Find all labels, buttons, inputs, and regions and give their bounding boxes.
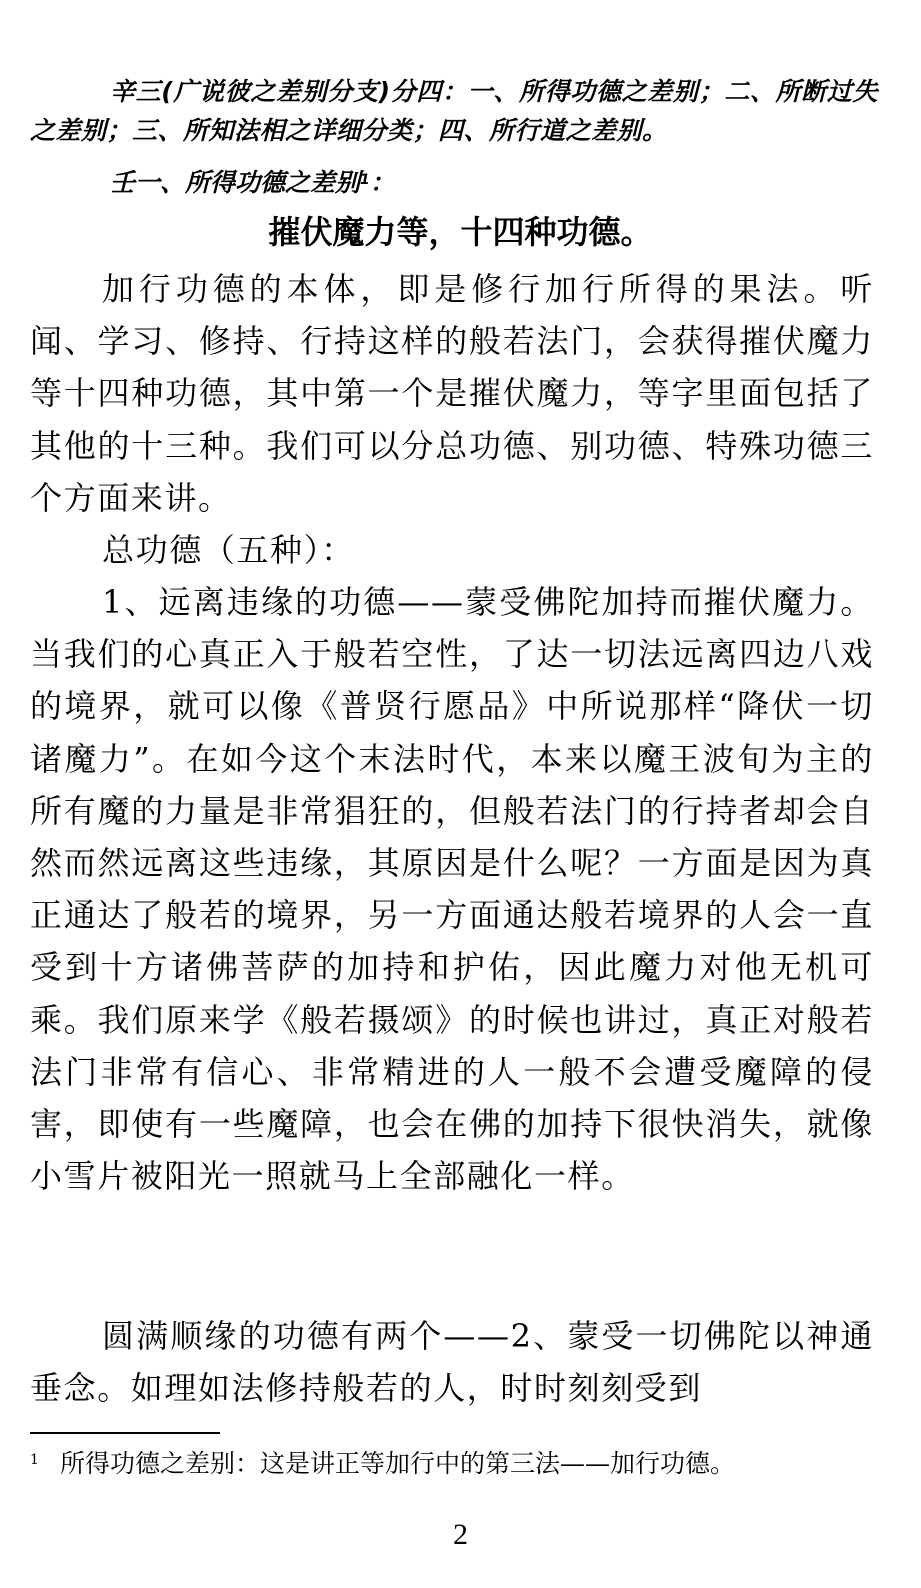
footnote-marker: 1	[30, 1452, 39, 1468]
subsection-heading-text: 壬一、所得功德之差别	[110, 168, 361, 197]
footnote-reference[interactable]: 1	[360, 172, 370, 188]
body-paragraph-2: 总功德（五种）：	[102, 531, 355, 569]
body-paragraph-4: 圆满顺缘的功德有两个——2、蒙受一切佛陀以神通垂念。如理如法修持般若的人，时时刻刻受到	[30, 1317, 874, 1408]
subsection-heading-colon: ：	[369, 168, 395, 197]
subsection-heading	[30, 163, 878, 202]
outline-heading: 辛三(广说彼之差别分支)分四：一、所得功德之差别；二、所断过失之差别；三、所知法相之详细分类；四、所行道之差别。	[30, 77, 878, 145]
footnote-text: 所得功德之差别：这是讲正等加行中的第三法——加行功德。	[60, 1449, 736, 1478]
footnote	[30, 1446, 890, 1482]
body-paragraph-3: 1、远离违缘的功德——蒙受佛陀加持而摧伏魔力。当我们的心真正入于般若空性，了达一切法远离四边八戏的境界，就可以像《普贤行愿品》中所说那样“降伏一切诸魔力”。在如今这个末法时代，本来以魔王波旬为主的所有魔的力量是非常猖狂的，但般若法门的行持者却会自然而然远离这些违缘，其原因是什么呢？一方面是因为真正通达了般若的境界，另一方面通达般若境界的人会一直受到十方诸佛菩萨的加持和护佑，因此魔力对他无机可乘。我们原来学《般若摄颂》的时候也讲过，真正对般若法门非常有信心、非常精进的人一般不会遭受魔障的侵害，即使有一些魔障，也会在佛的加持下很快消失，就像小雪片被阳光一照就马上全部融化一样。	[30, 583, 874, 1196]
page-number: 2	[453, 1518, 468, 1551]
body-paragraph-1: 加行功德的本体，即是修行加行所得的果法。听闻、学习、修持、行持这样的般若法门，会获得摧伏魔力等十四种功德，其中第一个是摧伏魔力，等字里面包括了其他的十三种。我们可以分总功德、别功德、特殊功德三个方面来讲。	[30, 270, 874, 517]
footnote-divider	[30, 1432, 220, 1434]
verse-heading: 摧伏魔力等，十四种功德。	[268, 213, 653, 251]
